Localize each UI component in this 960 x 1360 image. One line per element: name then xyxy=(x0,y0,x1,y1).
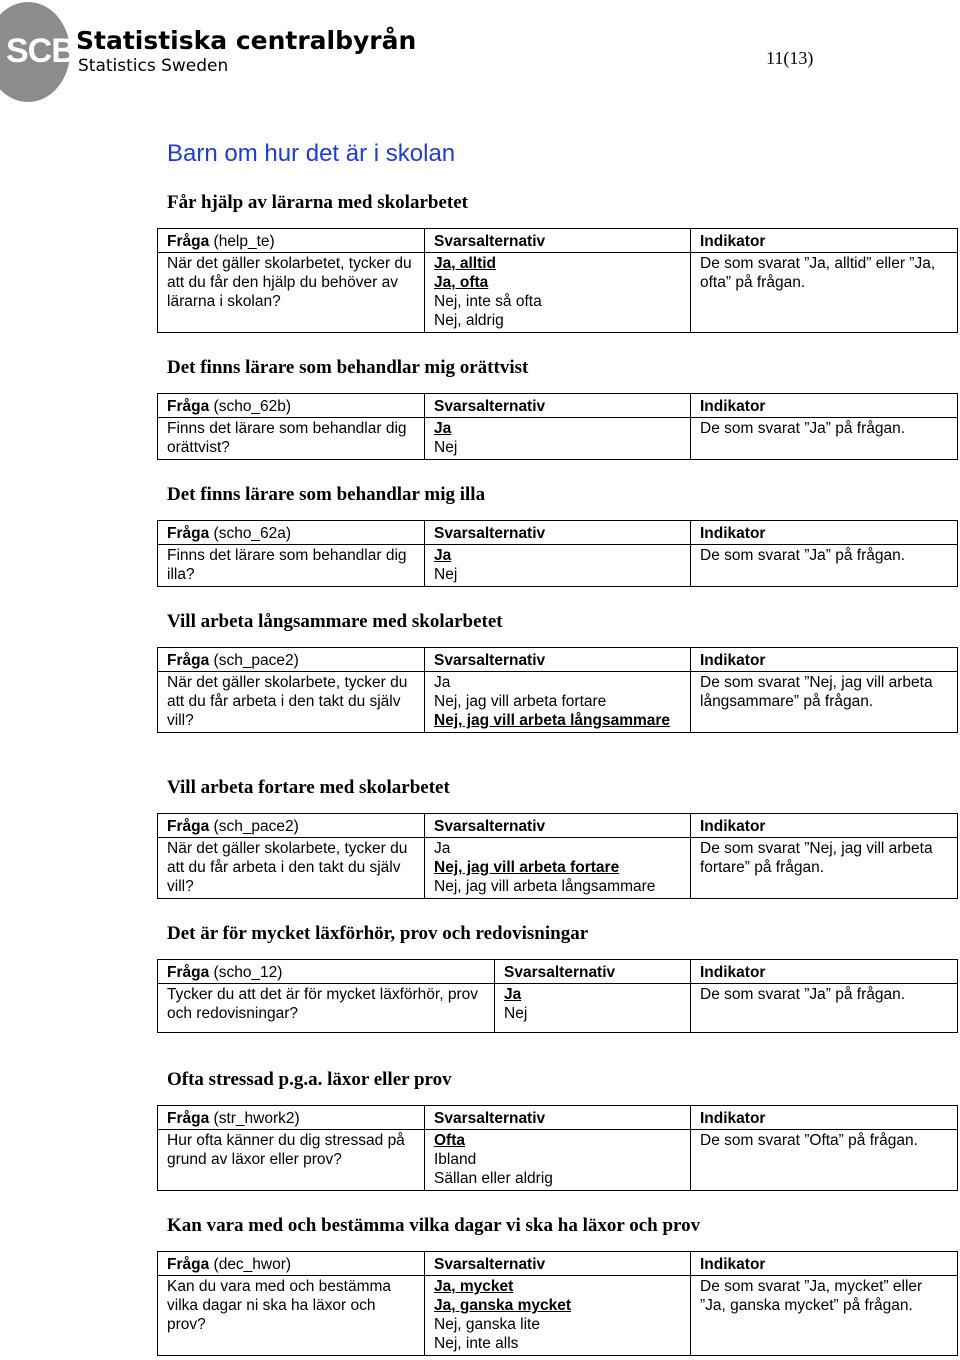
table-row xyxy=(158,1276,958,1356)
answer-options xyxy=(425,838,691,899)
question-text: Tycker du att det är för mycket läxförhör, prov och redovisningar? xyxy=(158,984,495,1033)
table-row xyxy=(158,1130,958,1191)
question-header xyxy=(158,1252,425,1276)
indicator-header: Indikator xyxy=(691,229,958,253)
question-label: Fråga xyxy=(167,964,210,981)
question-text: Finns det lärare som behandlar dig illa? xyxy=(158,545,425,587)
question-header xyxy=(158,394,425,418)
question-table xyxy=(157,813,958,899)
question-text: Finns det lärare som behandlar dig orättvist? xyxy=(158,418,425,460)
question-label: Fråga xyxy=(167,525,210,542)
question-header xyxy=(158,814,425,838)
question-table xyxy=(157,520,958,587)
question-id: (sch_pace2) xyxy=(213,652,299,669)
answer-option: Ja xyxy=(434,840,451,857)
answer-options xyxy=(425,545,691,587)
indicator-header: Indikator xyxy=(691,521,958,545)
question-text: Kan du vara med och bestämma vilka dagar ni ska ha läxor och prov? xyxy=(158,1276,425,1356)
indicator-header: Indikator xyxy=(691,394,958,418)
question-header xyxy=(158,648,425,672)
answer-option: Nej xyxy=(434,566,458,583)
answer-option: Ja, alltid xyxy=(434,255,497,272)
question-label: Fråga xyxy=(167,233,210,250)
question-id: (str_hwork2) xyxy=(213,1110,300,1127)
question-label: Fråga xyxy=(167,398,210,415)
answers-header: Svarsalternativ xyxy=(495,960,691,984)
answer-options xyxy=(425,418,691,460)
question-header xyxy=(158,229,425,253)
indicator-header: Indikator xyxy=(691,1106,958,1130)
question-id: (scho_62a) xyxy=(213,525,292,542)
question-table xyxy=(157,959,958,1033)
table-row xyxy=(158,672,958,733)
indicator-text: De som svarat ”Ja” på frågan. xyxy=(691,418,958,460)
answers-header: Svarsalternativ xyxy=(425,394,691,418)
answer-options xyxy=(425,1276,691,1356)
table-header-row xyxy=(158,960,958,984)
answer-options xyxy=(425,1130,691,1191)
table-row xyxy=(158,545,958,587)
answers-header: Svarsalternativ xyxy=(425,814,691,838)
answers-header: Svarsalternativ xyxy=(425,1106,691,1130)
answer-option: Ofta xyxy=(434,1132,465,1149)
answer-option: Nej xyxy=(504,1005,528,1022)
indicator-text: De som svarat ”Ja” på frågan. xyxy=(691,545,958,587)
answer-option: Nej, jag vill arbeta långsammare xyxy=(434,712,671,729)
answer-option: Nej, ganska lite xyxy=(434,1316,540,1333)
org-name-en: Statistics Sweden xyxy=(78,56,229,76)
question-text: När det gäller skolarbete, tycker du att du får arbeta i den takt du själv vill? xyxy=(158,672,425,733)
answer-option: Ja xyxy=(434,420,452,437)
answer-options xyxy=(495,984,691,1033)
table-header-row xyxy=(158,521,958,545)
table-header-row xyxy=(158,1252,958,1276)
table-row xyxy=(158,984,958,1033)
scb-logo xyxy=(0,0,420,110)
question-table xyxy=(157,1251,958,1356)
answer-option: Nej, inte alls xyxy=(434,1335,519,1352)
question-label: Fråga xyxy=(167,818,210,835)
indicator-text: De som svarat ”Nej, jag vill arbeta fortare” på frågan. xyxy=(691,838,958,899)
question-id: (scho_62b) xyxy=(213,398,292,415)
answers-header: Svarsalternativ xyxy=(425,648,691,672)
indicator-header: Indikator xyxy=(691,960,958,984)
answer-option: Nej xyxy=(434,439,458,456)
page-number: 11(13) xyxy=(766,48,814,68)
question-table xyxy=(157,647,958,733)
indicator-header: Indikator xyxy=(691,648,958,672)
question-text: När det gäller skolarbetet, tycker du att du får den hjälp du behöver av lärarna i skolan? xyxy=(158,253,425,333)
answer-option: Nej, inte så ofta xyxy=(434,293,542,310)
indicator-header: Indikator xyxy=(691,814,958,838)
question-text: När det gäller skolarbete, tycker du att du får arbeta i den takt du själv vill? xyxy=(158,838,425,899)
answer-option: Nej, jag vill arbeta fortare xyxy=(434,693,607,710)
answer-option: Ja xyxy=(434,547,452,564)
answer-options xyxy=(425,672,691,733)
question-label: Fråga xyxy=(167,652,210,669)
answers-header: Svarsalternativ xyxy=(425,1252,691,1276)
org-name: Statistiska centralbyrån xyxy=(76,26,417,55)
answer-option: Ja, ganska mycket xyxy=(434,1297,572,1314)
section-title: Det är för mycket läxförhör, prov och redovisningar xyxy=(167,923,589,944)
section-title: Får hjälp av lärarna med skolarbetet xyxy=(167,192,468,213)
table-header-row xyxy=(158,229,958,253)
table-row xyxy=(158,253,958,333)
question-id: (help_te) xyxy=(213,233,275,250)
answer-option: Ja, ofta xyxy=(434,274,489,291)
table-header-row xyxy=(158,814,958,838)
answers-header: Svarsalternativ xyxy=(425,229,691,253)
question-id: (sch_pace2) xyxy=(213,818,299,835)
table-header-row xyxy=(158,648,958,672)
answer-options xyxy=(425,253,691,333)
indicator-header: Indikator xyxy=(691,1252,958,1276)
table-row xyxy=(158,418,958,460)
table-row xyxy=(158,838,958,899)
answer-option: Ja, mycket xyxy=(434,1278,514,1295)
scb-logo-mark xyxy=(0,2,75,102)
indicator-text: De som svarat ”Nej, jag vill arbeta långsammare” på frågan. xyxy=(691,672,958,733)
question-label: Fråga xyxy=(167,1110,210,1127)
question-text: Hur ofta känner du dig stressad på grund av läxor eller prov? xyxy=(158,1130,425,1191)
question-table xyxy=(157,1105,958,1191)
answer-option: Ja xyxy=(434,674,451,691)
section-title: Vill arbeta fortare med skolarbetet xyxy=(167,777,450,798)
question-table xyxy=(157,228,958,333)
indicator-text: De som svarat ”Ja, mycket” eller ”Ja, ganska mycket” på frågan. xyxy=(691,1276,958,1356)
section-title: Det finns lärare som behandlar mig illa xyxy=(167,484,486,505)
answer-option: Sällan eller aldrig xyxy=(434,1170,553,1187)
answer-option: Nej, jag vill arbeta långsammare xyxy=(434,878,656,895)
question-header xyxy=(158,960,495,984)
question-id: (scho_12) xyxy=(213,964,283,981)
section-title: Kan vara med och bestämma vilka dagar vi ska ha läxor och prov xyxy=(167,1215,701,1236)
answers-header: Svarsalternativ xyxy=(425,521,691,545)
section-title: Det finns lärare som behandlar mig orättvist xyxy=(167,357,529,378)
page-title: Barn om hur det är i skolan xyxy=(167,140,456,167)
question-table xyxy=(157,393,958,460)
answer-option: Nej, jag vill arbeta fortare xyxy=(434,859,620,876)
indicator-text: De som svarat ”Ja, alltid” eller ”Ja, ofta” på frågan. xyxy=(691,253,958,333)
scb-logo-letters: SCB xyxy=(6,32,75,70)
answer-option: Ibland xyxy=(434,1151,477,1168)
section-title: Vill arbeta långsammare med skolarbetet xyxy=(167,611,503,632)
indicator-text: De som svarat ”Ofta” på frågan. xyxy=(691,1130,958,1191)
indicator-text: De som svarat ”Ja” på frågan. xyxy=(691,984,958,1033)
section-title: Ofta stressad p.g.a. läxor eller prov xyxy=(167,1069,452,1090)
answer-option: Ja xyxy=(504,986,522,1003)
question-header xyxy=(158,1106,425,1130)
question-label: Fråga xyxy=(167,1256,210,1273)
table-header-row xyxy=(158,1106,958,1130)
answer-option: Nej, aldrig xyxy=(434,312,504,329)
question-id: (dec_hwor) xyxy=(213,1256,292,1273)
question-header xyxy=(158,521,425,545)
table-header-row xyxy=(158,394,958,418)
